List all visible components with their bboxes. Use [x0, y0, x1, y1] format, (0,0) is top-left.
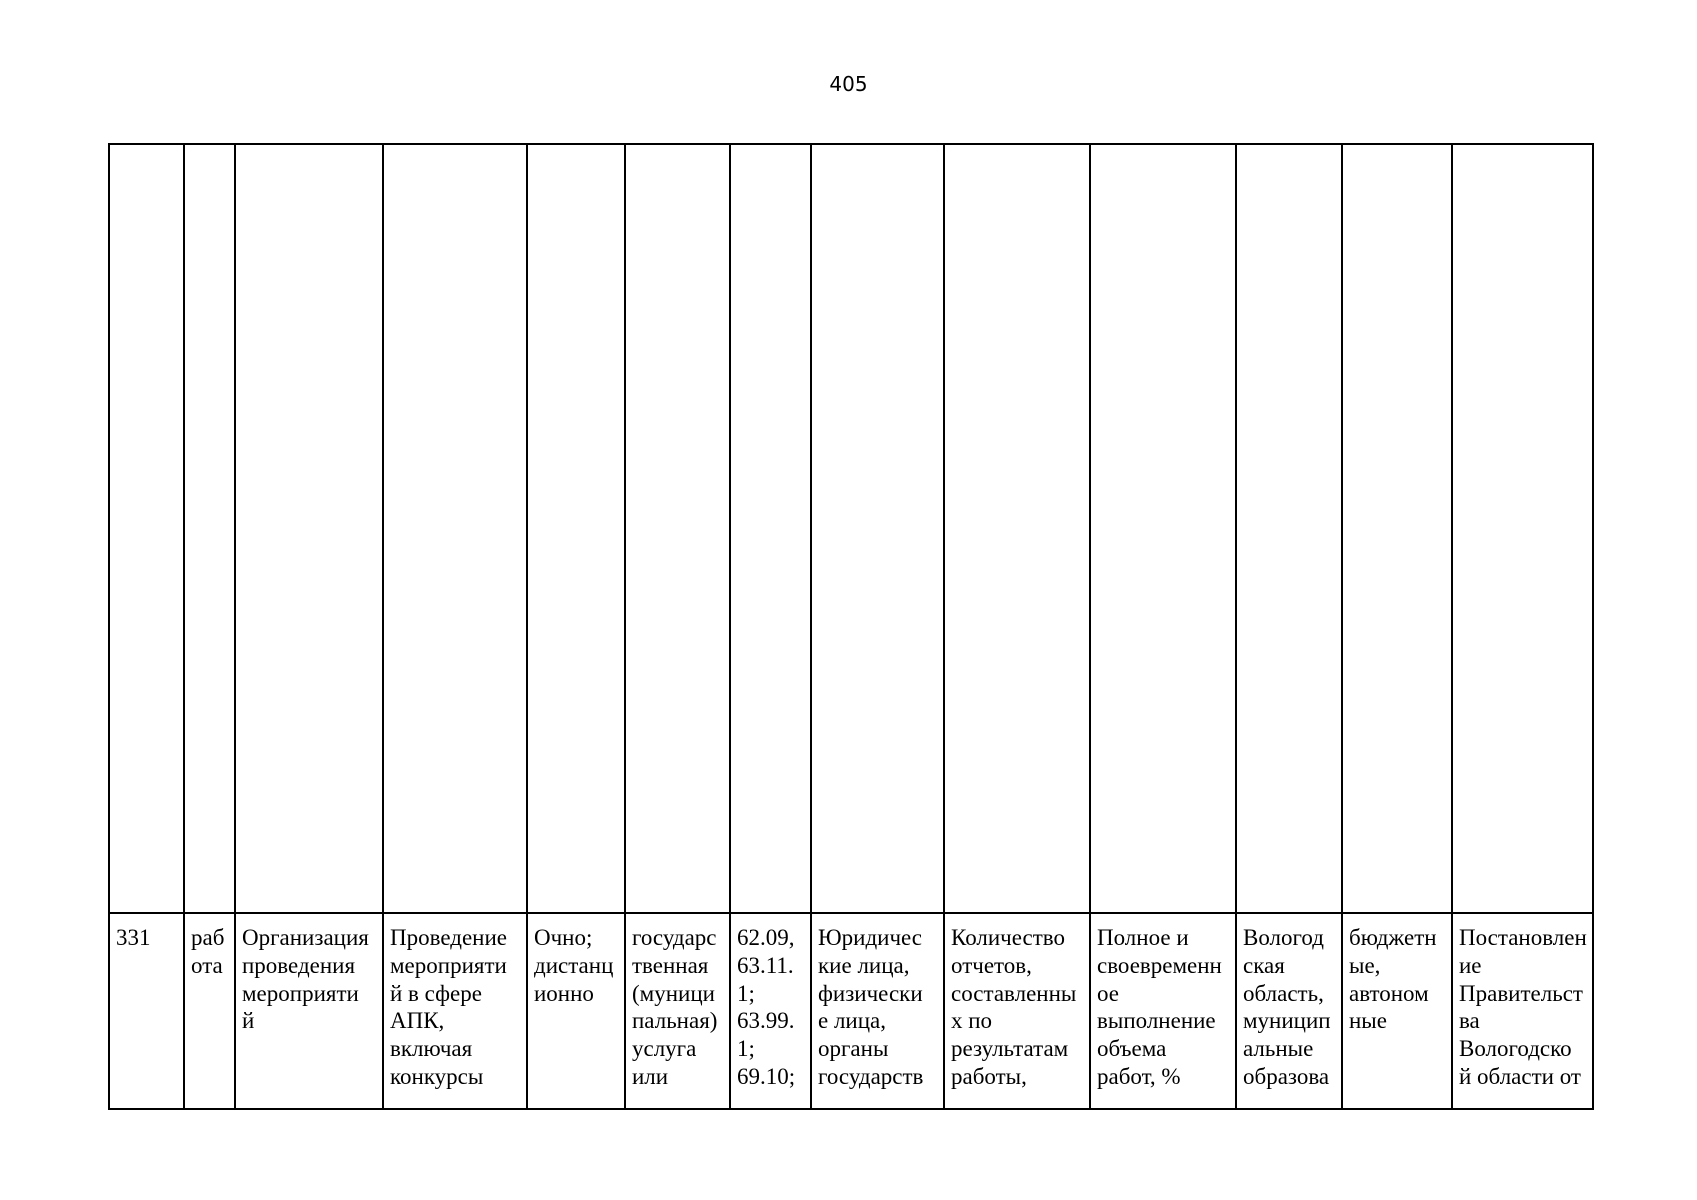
table-cell-service-kind	[625, 144, 730, 913]
legal-basis-text: Постановлен ие Правительст ва Вологодско й области от	[1459, 925, 1587, 1089]
table-cell-institution-type	[1342, 144, 1452, 913]
table-cell-type	[184, 144, 235, 913]
page-number: 405	[829, 72, 868, 96]
table-row	[109, 913, 1593, 1109]
table-cell-content	[383, 144, 527, 913]
institution-type-text: бюджетн ые, автоном ные	[1349, 925, 1437, 1034]
table-cell-okved	[730, 144, 811, 913]
table-row	[109, 144, 1593, 913]
table-cell-okved	[730, 913, 811, 1109]
territory-text: Вологод ская область, муницип альные образова	[1243, 925, 1331, 1089]
table-cell-form	[527, 913, 625, 1109]
table-cell-legal-basis	[1452, 144, 1593, 913]
table-cell-number	[109, 144, 184, 913]
type-text: раб ота	[191, 925, 225, 978]
quality-indicator-text: Полное и своевременн ое выполнение объема работ, %	[1097, 925, 1222, 1089]
table-cell-quality-indicator	[1090, 913, 1236, 1109]
table-cell-institution-type	[1342, 913, 1452, 1109]
table-cell-legal-basis	[1452, 913, 1593, 1109]
work-name-text: Организация проведения мероприяти й	[242, 925, 369, 1034]
table-cell-service-kind	[625, 913, 730, 1109]
content-text: Проведение мероприяти й в сфере АПК, включая конкурсы	[390, 925, 507, 1089]
registry-table	[108, 143, 1594, 1110]
table-cell-quality-indicator	[1090, 144, 1236, 913]
table-cell-territory	[1236, 144, 1342, 913]
table-cell-work-name	[235, 144, 383, 913]
volume-indicator-text: Количество отчетов, составленны х по результатам работы,	[951, 925, 1077, 1089]
row-number-text: 331	[116, 925, 151, 950]
table-cell-volume-indicator	[944, 913, 1090, 1109]
table-cell-consumers	[811, 913, 944, 1109]
table-cell-content	[383, 913, 527, 1109]
table-cell-work-name	[235, 913, 383, 1109]
form-text: Очно; дистанц ионно	[534, 925, 614, 1006]
consumers-text: Юридичес кие лица, физически е лица, органы государств	[818, 925, 924, 1089]
table-cell-consumers	[811, 144, 944, 913]
table-cell-territory	[1236, 913, 1342, 1109]
table-cell-type	[184, 913, 235, 1109]
table-cell-number	[109, 913, 184, 1109]
service-kind-text: государс твенная (муници пальная) услуга или	[632, 925, 718, 1089]
okved-text: 62.09, 63.11. 1; 63.99. 1; 69.10;	[737, 925, 796, 1089]
table-cell-volume-indicator	[944, 144, 1090, 913]
table-cell-form	[527, 144, 625, 913]
